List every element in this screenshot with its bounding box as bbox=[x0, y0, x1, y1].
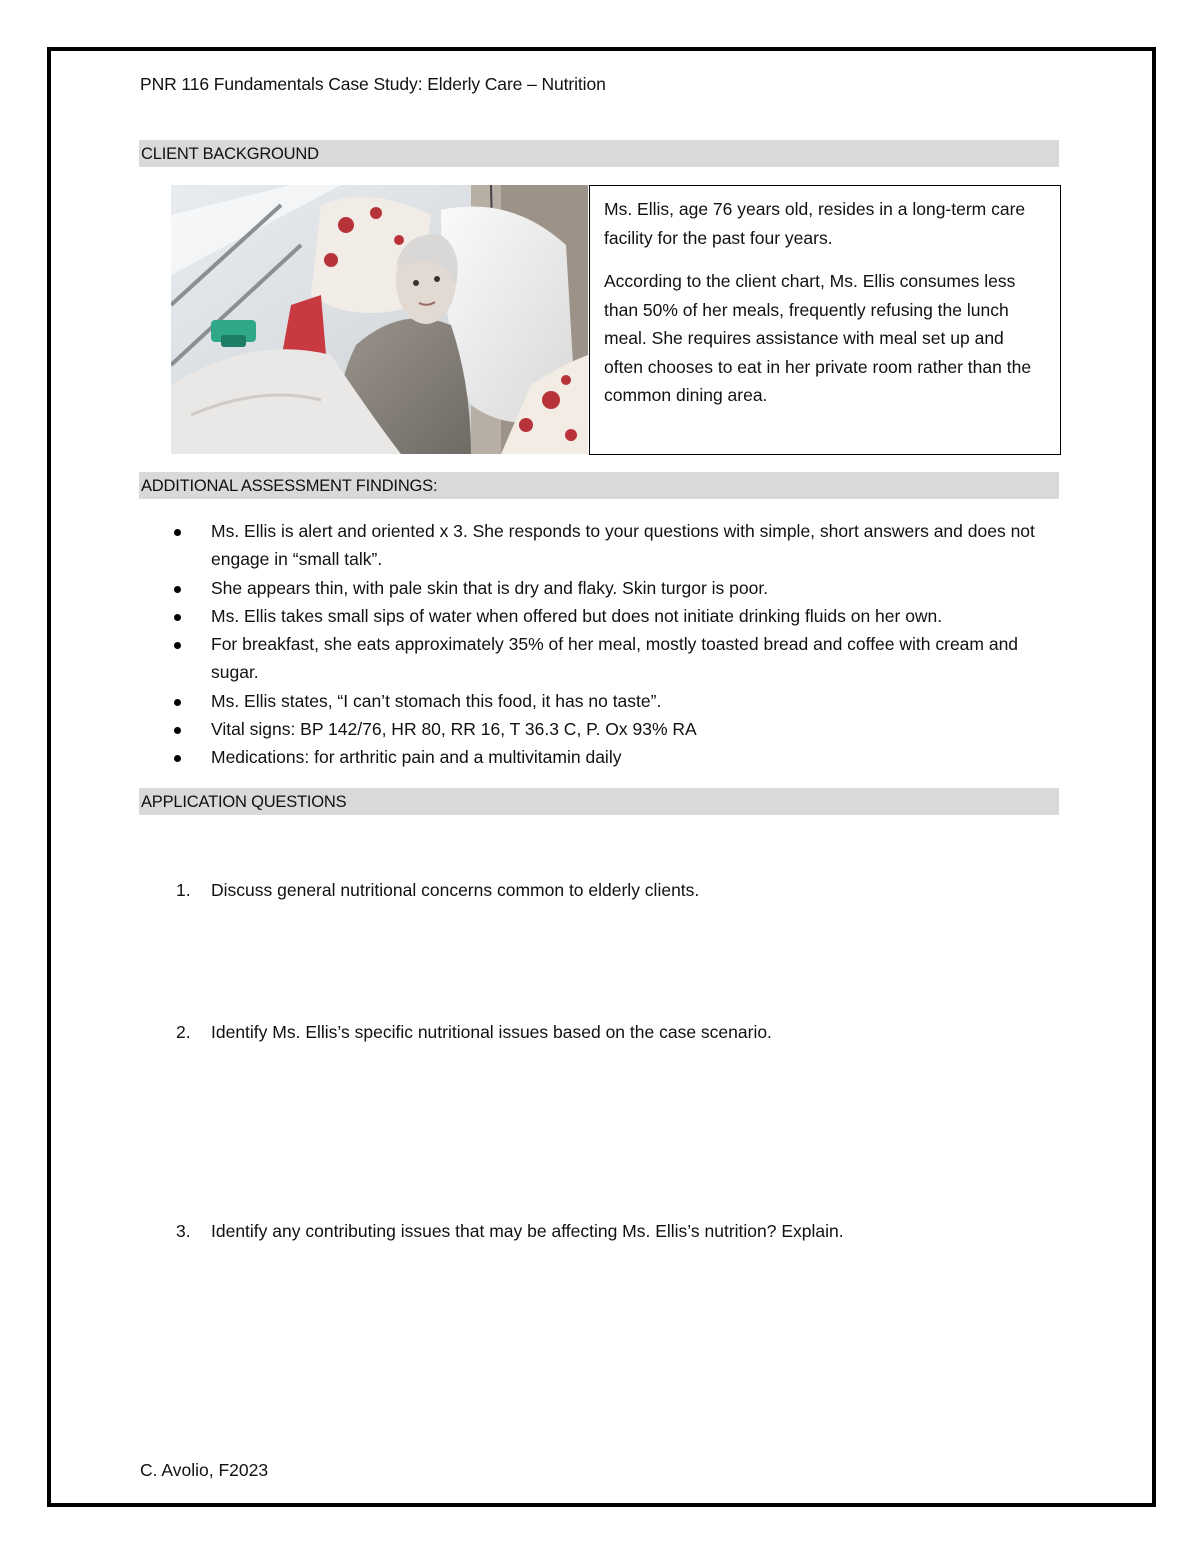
bullet-icon bbox=[174, 586, 181, 593]
client-background-box bbox=[589, 185, 1061, 455]
finding-text: Ms. Ellis takes small sips of water when offered but does not initiate drinking fluids on her own. bbox=[211, 605, 943, 626]
list-item bbox=[172, 574, 1062, 602]
question-2 bbox=[176, 1022, 772, 1043]
list-item bbox=[172, 715, 1062, 743]
assessment-heading: ADDITIONAL ASSESSMENT FINDINGS: bbox=[139, 472, 1059, 499]
question-1 bbox=[176, 880, 699, 901]
bullet-icon bbox=[174, 699, 181, 706]
bullet-icon bbox=[174, 642, 181, 649]
application-heading: APPLICATION QUESTIONS bbox=[139, 788, 1059, 815]
finding-text: Ms. Ellis states, “I can’t stomach this food, it has no taste”. bbox=[211, 690, 662, 711]
question-number: 1. bbox=[176, 880, 191, 900]
question-text: Discuss general nutritional concerns common to elderly clients. bbox=[211, 880, 700, 900]
bullet-icon bbox=[174, 614, 181, 621]
bullet-icon bbox=[174, 755, 181, 762]
bullet-icon bbox=[174, 529, 181, 536]
question-text: Identify any contributing issues that may be affecting Ms. Ellis’s nutrition? Explain. bbox=[211, 1221, 844, 1241]
question-3 bbox=[176, 1221, 844, 1242]
list-item bbox=[172, 517, 1062, 574]
finding-text: For breakfast, she eats approximately 35% of her meal, mostly toasted bread and coffee with cream and sugar. bbox=[211, 634, 1019, 683]
patient-photo bbox=[171, 185, 588, 454]
question-number: 2. bbox=[176, 1022, 191, 1042]
client-background-heading: CLIENT BACKGROUND bbox=[139, 140, 1059, 167]
bullet-icon bbox=[174, 727, 181, 734]
list-item bbox=[172, 630, 1062, 687]
background-paragraph-1: Ms. Ellis, age 76 years old, resides in a long-term care facility for the past four years. bbox=[604, 199, 1026, 248]
finding-text: Medications: for arthritic pain and a multivitamin daily bbox=[211, 747, 622, 768]
question-number: 3. bbox=[176, 1221, 191, 1241]
list-item bbox=[172, 602, 1062, 630]
background-paragraph-2: According to the client chart, Ms. Ellis consumes less than 50% of her meals, frequently refusing the lunch meal. She requires assistance with meal set up and often chooses to eat in her private room rather than the common dining area. bbox=[604, 271, 1032, 405]
list-item bbox=[172, 687, 1062, 715]
finding-text: Ms. Ellis is alert and oriented x 3. She responds to your questions with simple, short answers and does not engage in “small talk”. bbox=[211, 521, 1035, 570]
document-title: PNR 116 Fundamentals Case Study: Elderly Care – Nutrition bbox=[140, 74, 606, 94]
assessment-list bbox=[172, 517, 1062, 772]
finding-text: She appears thin, with pale skin that is dry and flaky. Skin turgor is poor. bbox=[211, 577, 769, 598]
finding-text: Vital signs: BP 142/76, HR 80, RR 16, T 36.3 C, P. Ox 93% RA bbox=[211, 719, 697, 740]
document-footer: C. Avolio, F2023 bbox=[140, 1460, 269, 1480]
question-text: Identify Ms. Ellis’s specific nutritional issues based on the case scenario. bbox=[211, 1022, 772, 1042]
list-item bbox=[172, 743, 1062, 771]
